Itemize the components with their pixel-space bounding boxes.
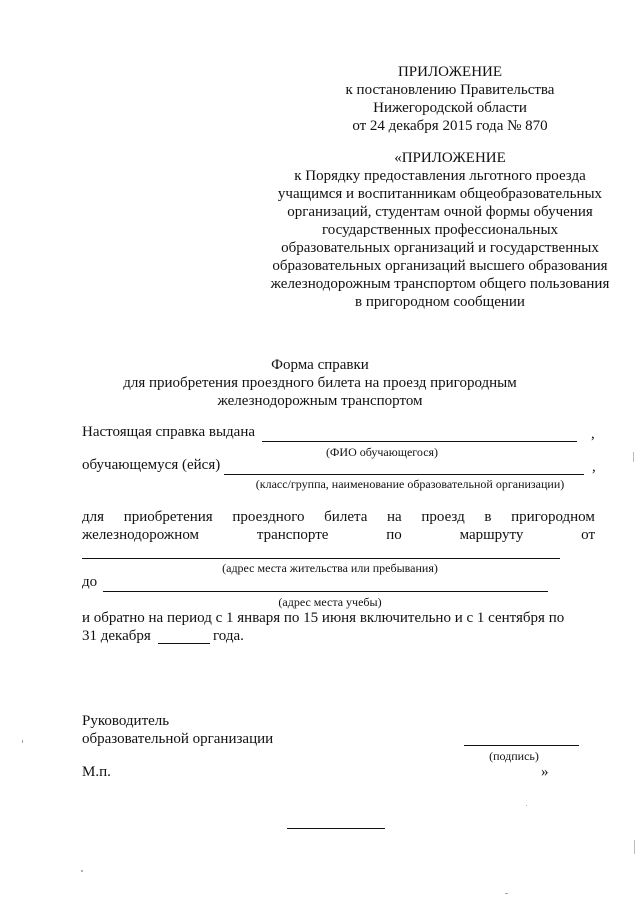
- bottom-separator: [287, 828, 385, 829]
- scan-edge-mark: [634, 840, 635, 854]
- purpose-word: железнодорожном: [82, 527, 200, 543]
- purpose-word: билета: [324, 509, 368, 525]
- period-line-2-end: года.: [213, 628, 244, 644]
- purpose-word: по: [386, 527, 402, 543]
- comma: ,: [592, 459, 596, 475]
- scan-speck: [526, 805, 527, 806]
- purpose-word: транспорте: [256, 527, 329, 543]
- purpose-word: приобретения: [123, 509, 213, 525]
- purpose-word: для: [82, 509, 105, 525]
- comma: ,: [591, 426, 595, 442]
- residence-address-caption: (адрес места жительства или пребывания): [222, 561, 438, 575]
- head-role-line-2: образовательной организации: [82, 731, 274, 747]
- stamp-label: М.п.: [82, 764, 111, 780]
- scan-speck: [505, 893, 508, 894]
- purpose-word: от: [581, 527, 595, 543]
- fio-field-line: [262, 441, 577, 442]
- sub-appendix-line: образовательных организаций и государственных: [281, 240, 599, 256]
- class-field-line: [224, 474, 584, 475]
- to-label: до: [82, 574, 98, 590]
- fio-caption: (ФИО обучающегося): [325, 445, 439, 459]
- sub-appendix-line: образовательных организаций высшего образования: [272, 258, 608, 274]
- sub-appendix-line: в пригородном сообщении: [355, 294, 525, 310]
- class-caption: (класс/группа, наименование образовательной организации): [255, 477, 565, 491]
- signature-caption: (подпись): [489, 749, 539, 763]
- sub-appendix-line: к Порядку предоставления льготного проезда: [294, 168, 586, 184]
- year-field-line: [158, 643, 210, 644]
- study-address-line: [103, 591, 548, 592]
- head-role-line-1: Руководитель: [82, 713, 170, 729]
- purpose-line-2: [82, 527, 595, 544]
- form-title: Форма справки: [271, 357, 369, 373]
- residence-address-line: [82, 558, 560, 559]
- scan-speck: [81, 870, 83, 872]
- signature-line: [464, 745, 579, 746]
- sub-appendix-line: учащимся и воспитанникам общеобразовательных: [277, 186, 603, 202]
- closing-quote: »: [541, 764, 549, 780]
- purpose-word: проездного: [232, 509, 305, 525]
- form-title-line-3: железнодорожным транспортом: [217, 393, 423, 409]
- header-line-2: Нижегородской области: [373, 100, 527, 116]
- form-title-line-2: для приобретения проездного билета на проезд пригородным: [123, 375, 517, 391]
- student-label: обучающемуся (ейся): [82, 457, 221, 473]
- purpose-word: в: [484, 509, 492, 525]
- issued-to-label: Настоящая справка выдана: [82, 424, 256, 440]
- purpose-word: маршруту: [459, 527, 524, 543]
- sub-appendix-line: государственных профессиональных: [321, 222, 559, 238]
- sub-appendix-line: организаций, студентам очной формы обучения: [287, 204, 593, 220]
- sub-appendix-line: железнодорожным транспортом общего пользования: [270, 276, 610, 292]
- purpose-word: пригородном: [511, 509, 595, 525]
- header-line-1: к постановлению Правительства: [345, 82, 555, 98]
- sub-appendix-title: «ПРИЛОЖЕНИЕ: [394, 150, 506, 166]
- scan-speck: [22, 740, 23, 743]
- scan-edge-mark: [633, 452, 634, 462]
- study-address-caption: (адрес места учебы): [278, 595, 382, 609]
- period-line-1: и обратно на период с 1 января по 15 июня включительно и с 1 сентября по: [82, 610, 565, 626]
- header-line-3: от 24 декабря 2015 года № 870: [352, 118, 548, 134]
- appendix-title: ПРИЛОЖЕНИЕ: [397, 64, 503, 80]
- purpose-word: на: [387, 509, 402, 525]
- period-line-2-start: 31 декабря: [82, 628, 151, 644]
- purpose-word: проезд: [421, 509, 465, 525]
- purpose-line-1: [82, 509, 595, 526]
